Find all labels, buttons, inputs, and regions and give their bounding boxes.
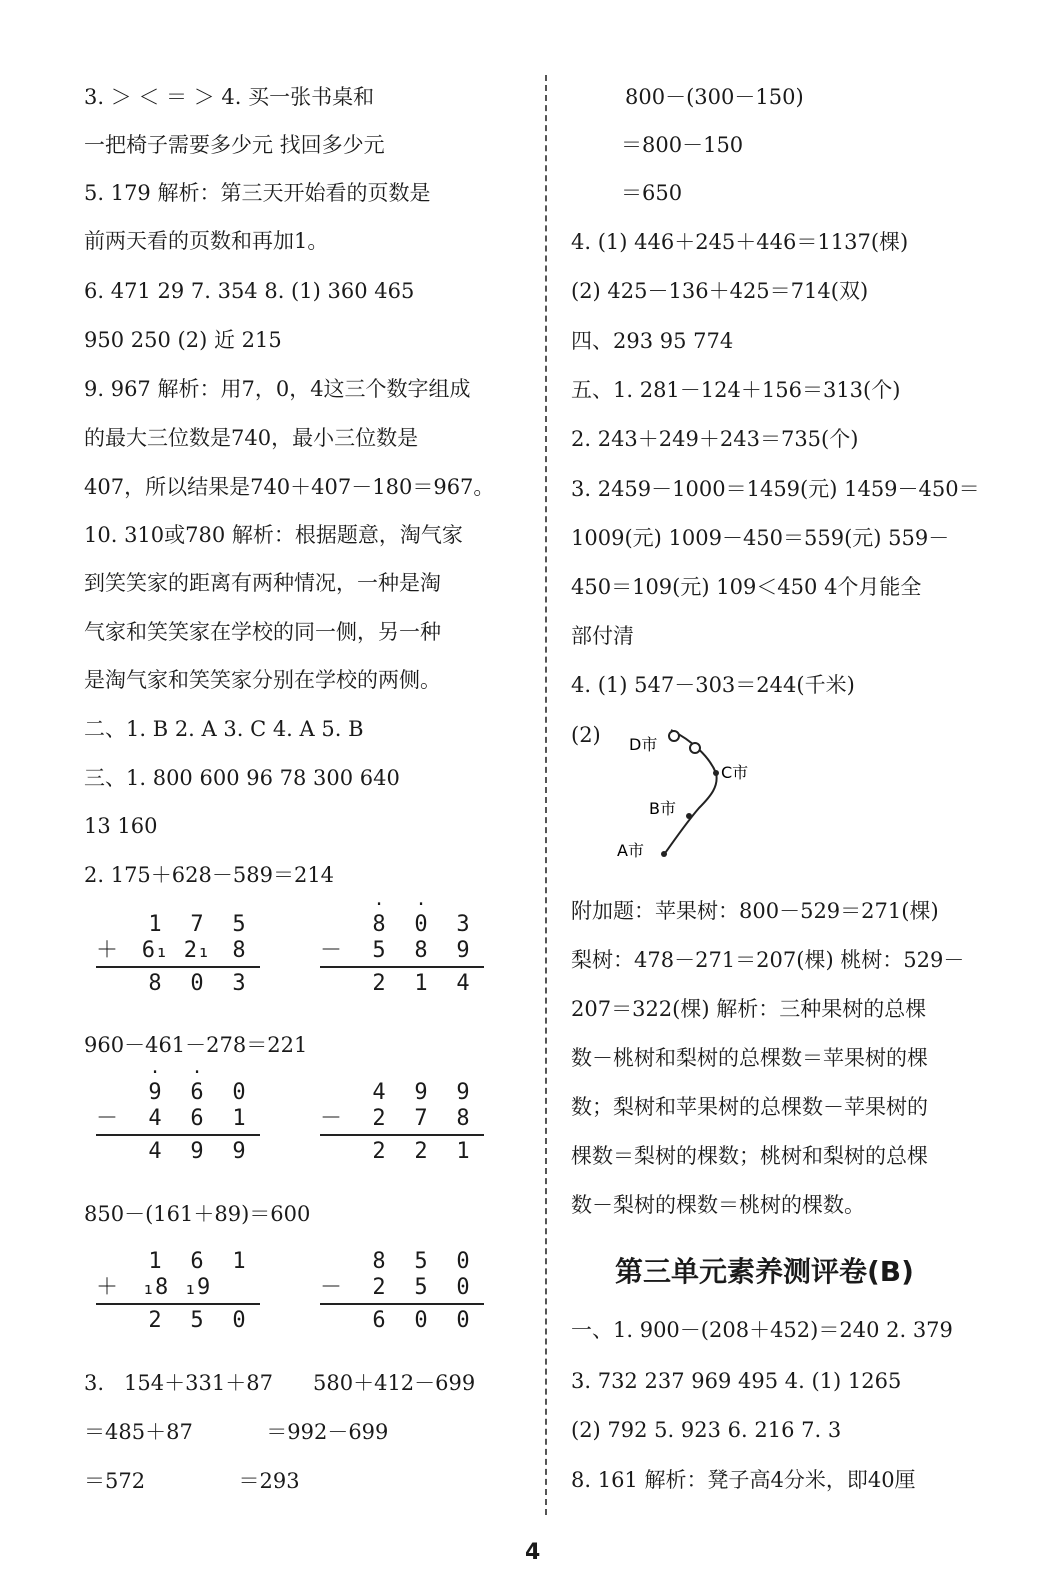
digit: 6 · <box>176 1080 218 1106</box>
text-line: 3. 154＋331＋87 580＋412－699 <box>84 1371 476 1395</box>
digit: ₁8 <box>141 1275 169 1300</box>
digit: 8 <box>414 938 428 963</box>
digit: 5 <box>232 912 246 937</box>
digit: 5 <box>190 1308 204 1333</box>
digit: 4 <box>148 1139 162 1164</box>
text-line: 到笑笑家的距离有两种情况，一种是淘 <box>84 571 441 595</box>
text-line: 前两天看的页数和再加1。 <box>84 229 329 253</box>
digit: 7 <box>414 1106 428 1131</box>
digit: 2 <box>372 971 386 996</box>
text-line: 四、293 95 774 <box>571 329 734 353</box>
operator-sign <box>320 1249 358 1275</box>
digit: ₁9 <box>183 1275 211 1300</box>
text-line: 2. 243＋249＋243＝735(个) <box>571 427 859 451</box>
digit: 2₁ <box>183 938 211 963</box>
vertical-calc <box>320 1080 484 1165</box>
map-label-d: D市 <box>629 735 658 754</box>
vertical-calc <box>96 1062 260 1165</box>
operator-sign: － <box>320 1275 343 1300</box>
vertical-calc <box>320 1249 484 1334</box>
text-line: 棵数＝梨树的棵数；桃树和梨树的总棵 <box>571 1144 928 1168</box>
digit: 0 <box>190 971 204 996</box>
text-line: ＝485＋87 ＝992－699 <box>84 1420 389 1444</box>
calc-rule <box>96 966 260 968</box>
digit: 5 <box>414 1275 428 1300</box>
text-line: 950 250 (2) 近 215 <box>84 328 282 352</box>
vertical-calc <box>320 894 484 997</box>
operator-sign <box>96 1139 134 1165</box>
text-line: 部付清 <box>571 624 634 648</box>
text-line: (2) 425－136＋425＝714(双) <box>571 279 869 303</box>
vertical-calc <box>96 912 260 997</box>
digit: 9 · <box>134 1080 176 1106</box>
text-line: (2) <box>571 723 601 747</box>
text-line: 5. 179 解析：第三天开始看的页数是 <box>84 181 431 205</box>
operator-sign <box>320 912 358 938</box>
digit <box>218 1275 260 1301</box>
borrow-dot: · <box>191 1062 203 1083</box>
operator-sign <box>320 1139 358 1165</box>
text-line: 2. 175＋628－589＝214 <box>84 863 335 887</box>
text-line: 一、1. 900－(208＋452)＝240 2. 379 <box>571 1318 953 1342</box>
text-line: 的最大三位数是740，最小三位数是 <box>84 426 419 450</box>
calc-rule <box>320 1134 484 1136</box>
digit: 0 <box>456 1275 470 1300</box>
digit: 1 <box>148 912 162 937</box>
digit: 8 <box>372 1249 386 1274</box>
text-line: 梨树：478－271＝207(棵) 桃树：529－ <box>571 948 965 972</box>
digit: 9 <box>456 938 470 963</box>
text-line: 4. (1) 547－303＝244(千米) <box>571 673 855 697</box>
digit: 0 <box>456 1308 470 1333</box>
text-line: 9. 967 解析：用7，0，4这三个数字组成 <box>84 377 471 401</box>
city-a-marker <box>661 851 667 857</box>
digit: 0 <box>232 1308 246 1333</box>
text-line: 6. 471 29 7. 354 8. (1) 360 465 <box>84 279 415 303</box>
operator-sign <box>96 1249 134 1275</box>
text-line: 10. 310或780 解析：根据题意，淘气家 <box>84 523 463 547</box>
text-line: 附加题：苹果树：800－529＝271(棵) <box>571 899 939 923</box>
text-line: ＝572 ＝293 <box>84 1469 300 1493</box>
operator-sign <box>320 1080 358 1106</box>
digit: 0 · <box>400 912 442 938</box>
digit: 1 <box>232 1106 246 1131</box>
text-line: 数－梨树的棵数＝桃树的棵数。 <box>571 1193 865 1217</box>
operator-sign: ＋ <box>96 1275 119 1300</box>
text-line: 3. ＞ ＜ ＝ ＞ 4. 买一张书桌和 <box>84 85 375 109</box>
digit: 4 <box>372 1080 386 1105</box>
digit: 2 <box>372 1275 386 1300</box>
map-label-c: C市 <box>721 763 749 782</box>
column-divider <box>545 75 547 1515</box>
text-line: 450＝109(元) 109＜450 4个月能全 <box>571 575 922 599</box>
text-line: 4. (1) 446＋245＋446＝1137(棵) <box>571 230 909 254</box>
text-line: 五、1. 281－124＋156＝313(个) <box>571 378 901 402</box>
text-line: 800－(300－150) <box>625 85 804 109</box>
operator-sign <box>320 971 358 997</box>
digit: 6 <box>190 1106 204 1131</box>
digit: 4 <box>456 971 470 996</box>
text-line: 数－桃树和梨树的总棵数＝苹果树的棵 <box>571 1046 928 1070</box>
text-line: ＝800－150 <box>621 133 744 157</box>
digit: 3 <box>232 971 246 996</box>
city-route-map <box>571 728 791 868</box>
text-line: 207＝322(棵) 解析：三种果树的总棵 <box>571 997 927 1021</box>
digit: 6 <box>372 1308 386 1333</box>
digit: 7 <box>190 912 204 937</box>
digit: 2 <box>414 1139 428 1164</box>
text-line: 3. 2459－1000＝1459(元) 1459－450＝ <box>571 477 980 501</box>
digit: 8 · <box>358 912 400 938</box>
text-line: 三、1. 800 600 96 78 300 640 <box>84 766 400 790</box>
map-label-a: A市 <box>617 841 644 860</box>
text-line: 二、1. B 2. A 3. C 4. A 5. B <box>84 717 364 741</box>
text-line: 气家和笑笑家在学校的同一侧，另一种 <box>84 620 441 644</box>
text-line: 一把椅子需要多少元 找回多少元 <box>84 133 385 157</box>
digit: 0 <box>232 1080 246 1105</box>
city-d-marker <box>669 731 679 741</box>
borrow-dot: · <box>373 894 385 915</box>
section-heading: 第三单元素养测评卷(B) <box>615 1255 914 1288</box>
map-label-b: B市 <box>649 799 676 818</box>
digit: 1 <box>456 1139 470 1164</box>
calc-rule <box>96 1303 260 1305</box>
digit: 1 <box>414 971 428 996</box>
digit: 5 <box>372 938 386 963</box>
text-line: 3. 732 237 969 495 4. (1) 1265 <box>571 1369 902 1393</box>
operator-sign <box>96 971 134 997</box>
vertical-calc <box>96 1249 260 1334</box>
operator-sign: ＋ <box>96 938 119 963</box>
text-line: ＝650 <box>621 181 683 205</box>
calc-rule <box>320 966 484 968</box>
text-line: 960－461－278＝221 <box>84 1033 308 1057</box>
calc-rule <box>96 1134 260 1136</box>
text-line: 407，所以结果是740＋407－180＝967。 <box>84 475 495 499</box>
digit: 1 <box>232 1249 246 1274</box>
operator-sign <box>96 912 134 938</box>
operator-sign <box>96 1080 134 1106</box>
digit: 2 <box>148 1308 162 1333</box>
text-line: 是淘气家和笑笑家分别在学校的两侧。 <box>84 668 441 692</box>
operator-sign: － <box>320 1106 343 1131</box>
borrow-dot: · <box>149 1062 161 1083</box>
page-number: 4 <box>525 1540 541 1565</box>
digit: 8 <box>456 1106 470 1131</box>
text-line: 850－(161＋89)＝600 <box>84 1202 311 1226</box>
digit: 1 <box>148 1249 162 1274</box>
digit: 9 <box>232 1139 246 1164</box>
digit: 0 <box>456 1249 470 1274</box>
digit: 6 <box>190 1249 204 1274</box>
operator-sign: － <box>320 938 343 963</box>
digit: 3 <box>456 912 470 937</box>
digit: 9 <box>414 1080 428 1105</box>
city-marker <box>690 743 700 753</box>
calc-rule <box>320 1303 484 1305</box>
borrow-dot: · <box>415 894 427 915</box>
text-line: 8. 161 解析：凳子高4分米，即40厘 <box>571 1468 916 1492</box>
digit: 6₁ <box>141 938 169 963</box>
text-line: 数；梨树和苹果树的总棵数－苹果树的 <box>571 1095 928 1119</box>
operator-sign <box>96 1308 134 1334</box>
text-line: 13 160 <box>84 814 158 838</box>
operator-sign <box>320 1308 358 1334</box>
digit: 5 <box>414 1249 428 1274</box>
digit: 2 <box>372 1106 386 1131</box>
digit: 4 <box>148 1106 162 1131</box>
digit: 8 <box>232 938 246 963</box>
digit: 8 <box>148 971 162 996</box>
operator-sign: － <box>96 1106 119 1131</box>
digit: 0 <box>414 1308 428 1333</box>
digit: 9 <box>456 1080 470 1105</box>
digit: 9 <box>190 1139 204 1164</box>
city-b-marker <box>686 813 692 819</box>
text-line: 1009(元) 1009－450＝559(元) 559－ <box>571 526 950 550</box>
digit: 2 <box>372 1139 386 1164</box>
text-line: (2) 792 5. 923 6. 216 7. 3 <box>571 1418 842 1442</box>
city-c-marker <box>713 770 719 776</box>
